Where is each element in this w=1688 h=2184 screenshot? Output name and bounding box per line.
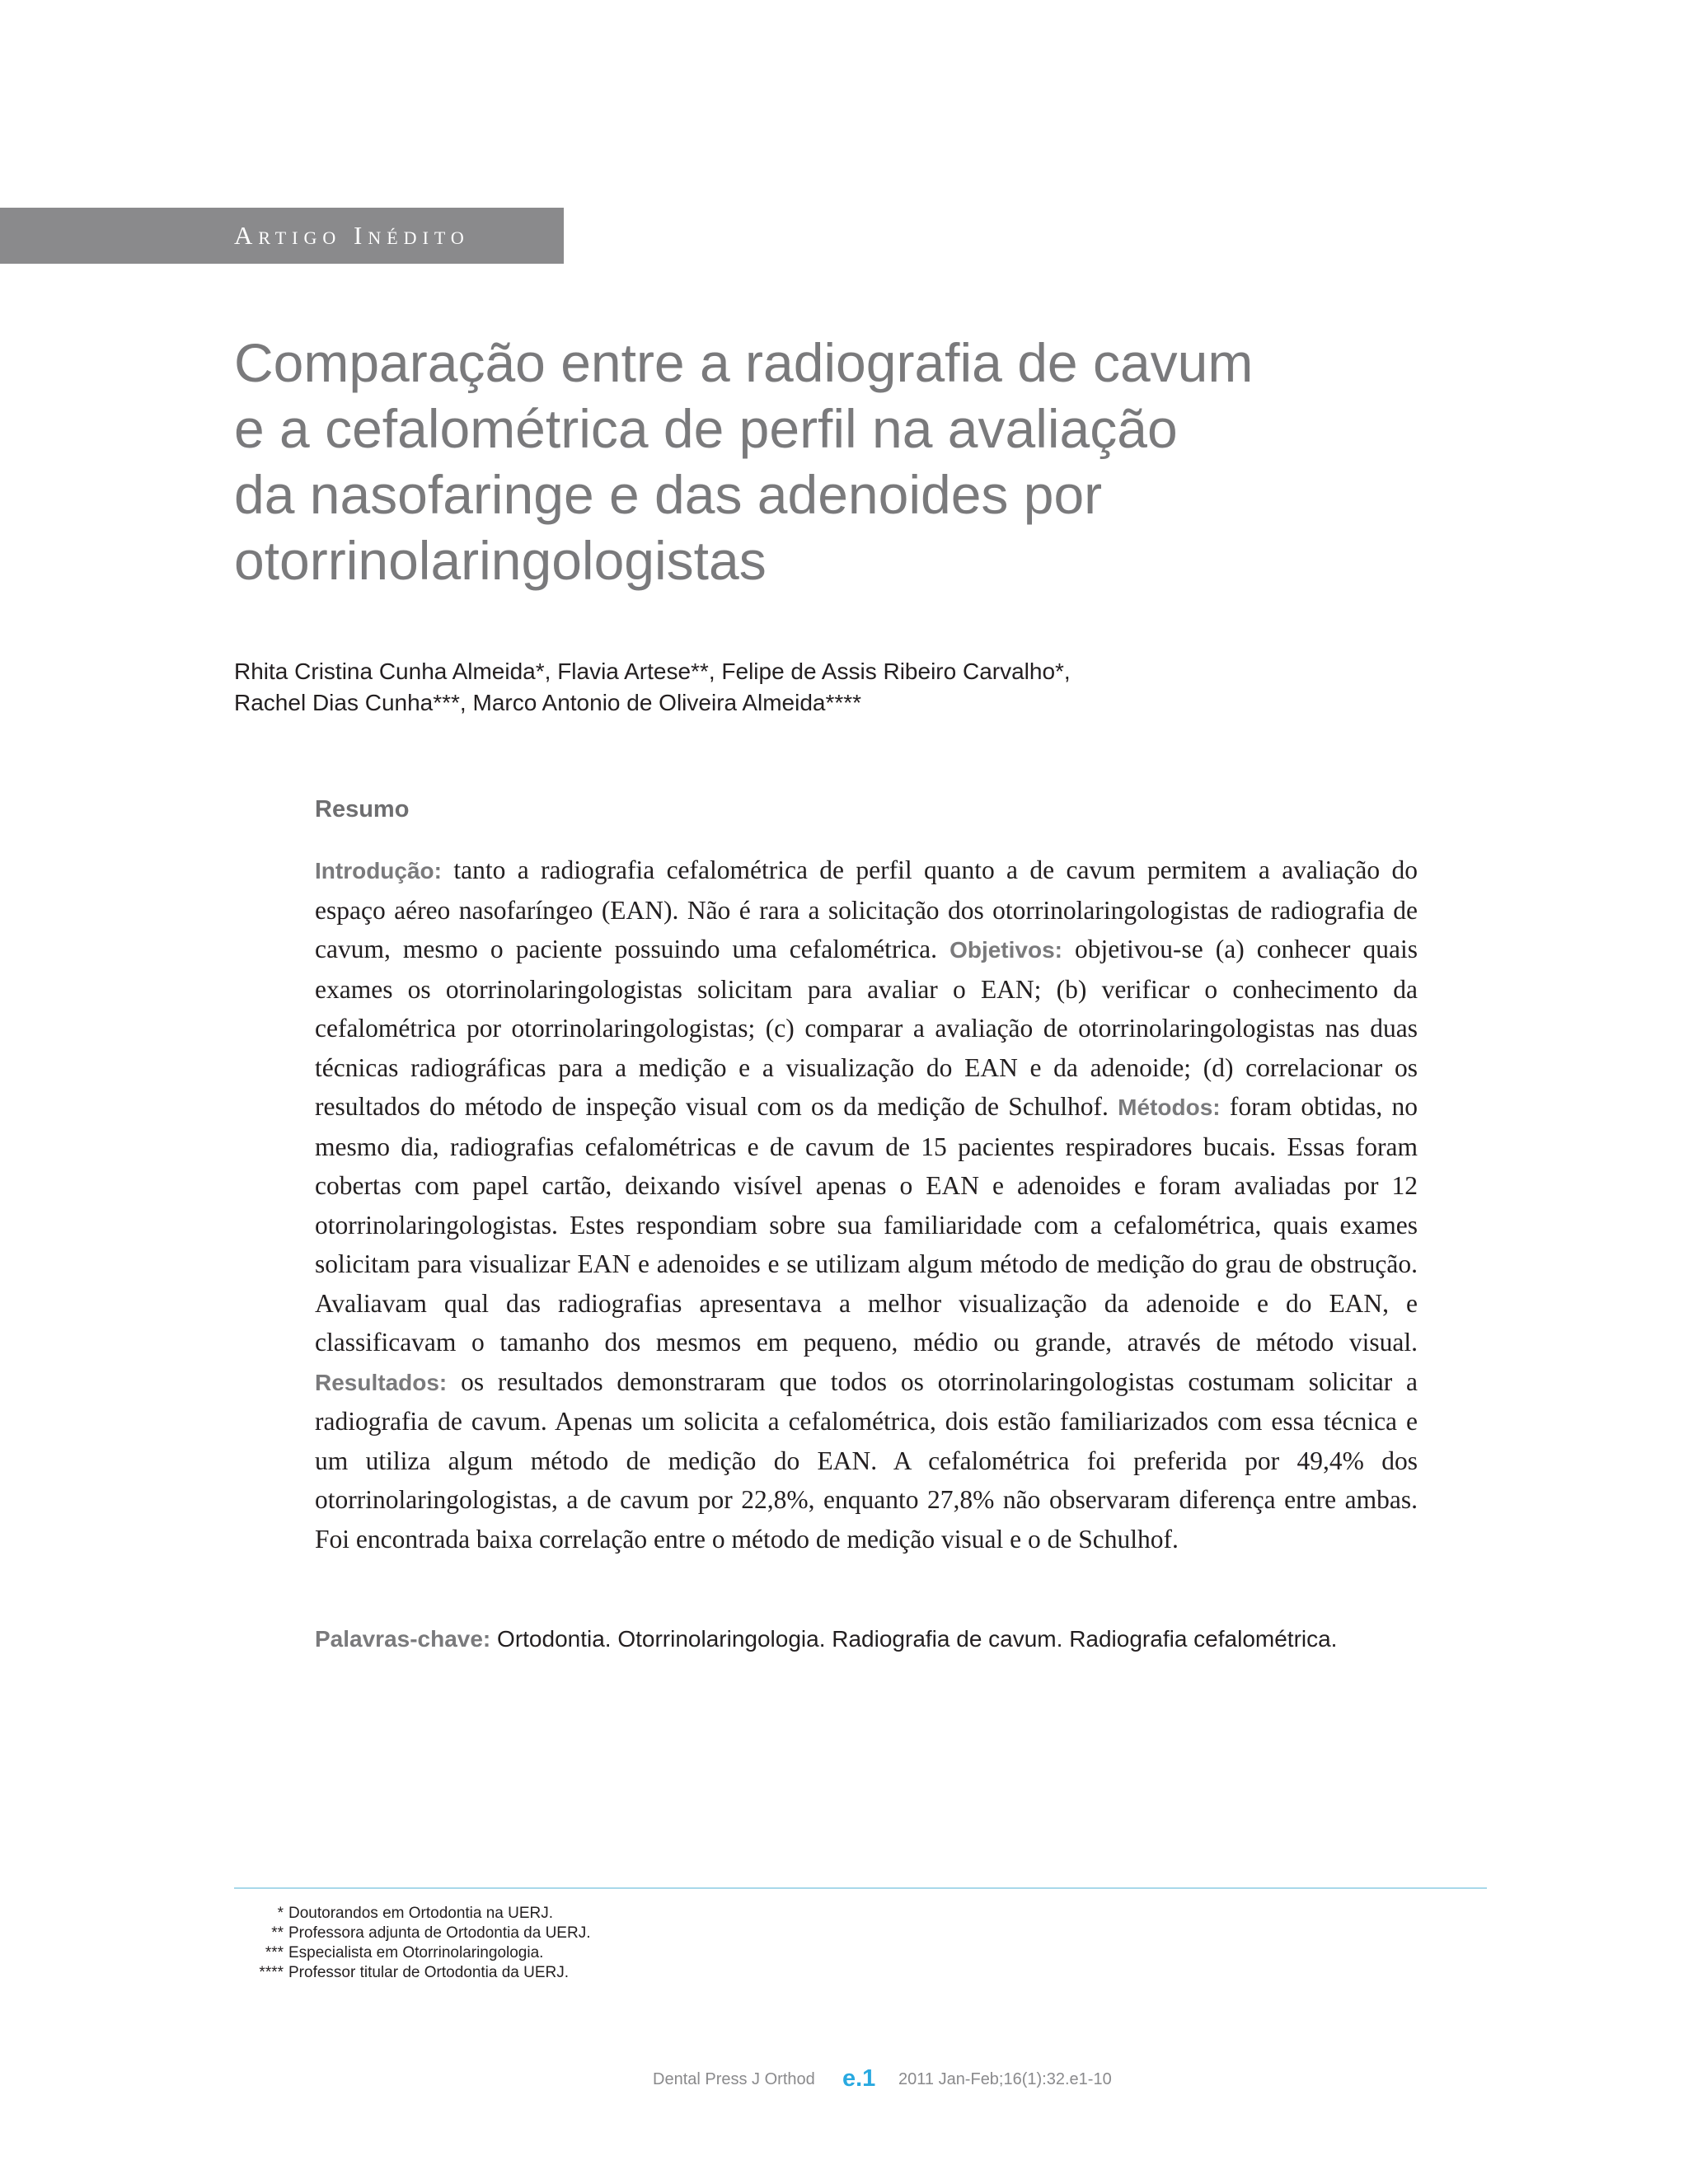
title-line: e a cefalométrica de perfil na avaliação [234, 398, 1178, 459]
title-line: otorrinolaringologistas [234, 530, 767, 591]
keywords-text: Ortodontia. Otorrinolaringologia. Radiografia de cavum. Radiografia cefalométrica. [490, 1626, 1338, 1652]
citation: 2011 Jan-Feb;16(1):32.e1-10 [898, 2070, 1112, 2088]
footnote-mark: *** [265, 1944, 284, 1961]
title-line: Comparação entre a radiografia de cavum [234, 332, 1254, 393]
footnote-item [239, 1963, 981, 1983]
section-label: Artigo Inédito [234, 221, 470, 250]
footnote-item [239, 1943, 981, 1963]
footnote-text: Especialista em Otorrinolaringologia. [288, 1944, 544, 1961]
footnotes [239, 1904, 981, 1983]
author-line: Rachel Dias Cunha***, Marco Antonio de Oliveira Almeida**** [234, 690, 862, 715]
abstract-body [315, 851, 1418, 1558]
footnote-item [239, 1924, 981, 1943]
keywords [315, 1626, 1469, 1652]
author-line: Rhita Cristina Cunha Almeida*, Flavia Artese**, Felipe de Assis Ribeiro Carvalho*, [234, 658, 1071, 684]
footnote-mark: * [277, 1905, 284, 1922]
footnote-mark: ** [271, 1924, 284, 1942]
footnote-divider [234, 1887, 1487, 1889]
footnote-item [239, 1904, 981, 1924]
objectives-label: Objetivos: [950, 937, 1062, 963]
keywords-label: Palavras-chave: [315, 1626, 491, 1652]
footnote-text: Professor titular de Ortodontia da UERJ. [288, 1964, 570, 1981]
footnote-text: Doutorandos em Ortodontia na UERJ. [288, 1905, 554, 1922]
footnote-text: Professora adjunta de Ortodontia da UERJ. [288, 1924, 591, 1942]
footnote-mark: **** [259, 1964, 284, 1981]
results-label: Resultados: [315, 1369, 448, 1395]
journal-name: Dental Press J Orthod [653, 2070, 815, 2088]
abstract-heading: Resumo [315, 796, 410, 823]
title-line: da nasofaringe e das adenoides por [234, 464, 1103, 525]
methods-text: foram obtidas, no mesmo dia, radiografias cefalométricas e de cavum de 15 pacientes respiradores bucais. Essas foram cobertas com papel cartão, deixando visível apenas o EAN e adenoides e foram avaliadas por 12 otorrinolaringologistas. Estes respondiam sobre sua familiaridade com a cefalométrica, quais exames solicitam para visualizar EAN e adenoides e se utilizam algum método de medição do grau de obstrução. Avaliavam qual das radiografias apresentava a melhor visualização da adenoide e do EAN, e classificavam o tamanho dos mesmos em pequeno, médio ou grande, através de método visual. [315, 1092, 1418, 1357]
page-number: e.1 [842, 2065, 876, 2092]
results-text: os resultados demonstraram que todos os otorrinolaringologistas costumam solicitar a radiografia de cavum. Apenas um solicita a cefalométrica, dois estão familiarizados com essa técnica e um utiliza algum método de medição do EAN. A cefalométrica foi preferida por 49,4% dos otorrinolaringologistas, a de cavum por 22,8%, enquanto 27,8% não observaram diferença entre ambas. Foi encontrada baixa correlação entre o método de medição visual e o de Schulhof. [315, 1366, 1418, 1554]
methods-label: Métodos: [1118, 1094, 1221, 1120]
intro-label: Introdução: [315, 858, 442, 883]
objectives-text: objetivou-se (a) conhecer quais exames os otorrinolaringologistas solicitam para avaliar o EAN; (b) verificar o conhecimento da cefalométrica por otorrinolaringologistas; (c) comparar a avaliação de otorrinolaringologistas nas duas técnicas radiográficas para a medição e a visualização do EAN e da adenoide; (d) correlacionar os resultados do método de inspeção visual com os da medição de Schulhof. [315, 935, 1418, 1121]
section-banner [0, 208, 564, 264]
intro-text: tanto a radiografia cefalométrica de perfil quanto a de cavum permitem a avaliação do espaço aéreo nasofaríngeo (EAN). Não é rara a solicitação dos otorrinolaringologistas de radiografia de cavum, mesmo o paciente possuindo uma cefalométrica. [315, 855, 1418, 963]
author-list [234, 656, 1470, 719]
article-title [234, 330, 1388, 593]
